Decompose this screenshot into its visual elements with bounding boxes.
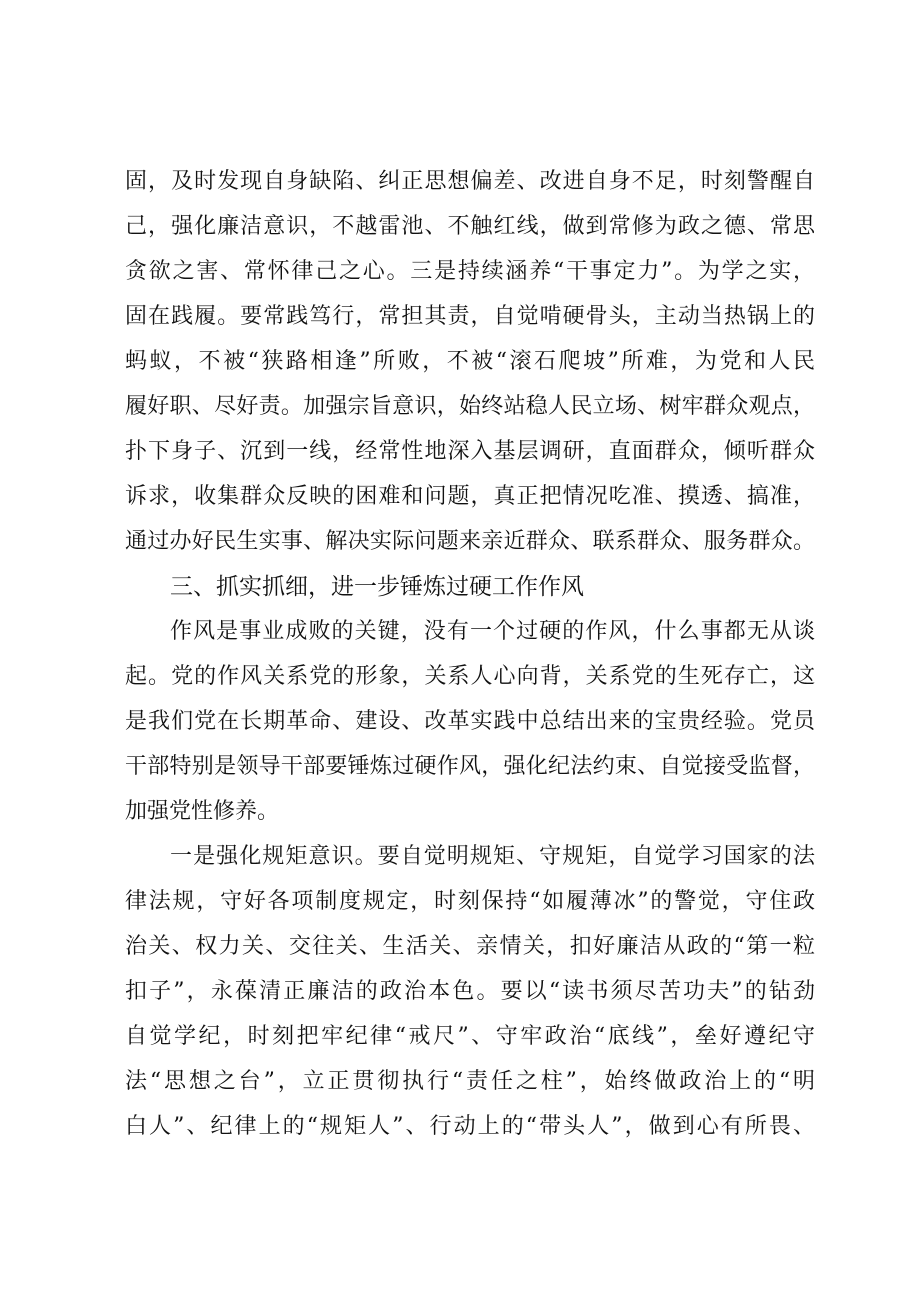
paragraph-1-line: 固在践履。要常践笃行，常担其责，自觉啃硬骨头，主动当热锅上的 [125,304,815,329]
paragraph-3-line: 法“思想之台”，立正贯彻执行“责任之柱”，始终做政治上的“明 [125,1069,815,1094]
paragraph-2-line: 干部特别是领导干部要锤炼过硬作风，强化纪法约束、自觉接受监督， [125,754,815,779]
paragraph-1-line: 履好职、尽好责。加强宗旨意识，始终站稳人民立场、树牢群众观点， [125,394,815,419]
paragraph-3-line: 白人”、纪律上的“规矩人”、行动上的“带头人”，做到心有所畏、 [125,1114,815,1139]
paragraph-1-line: 扑下身子、沉到一线，经常性地深入基层调研，直面群众，倾听群众 [125,439,815,464]
paragraph-3-line: 一是强化规矩意识。要自觉明规矩、守规矩，自觉学习国家的法 [170,844,815,869]
paragraph-2-line: 作风是事业成败的关键，没有一个过硬的作风，什么事都无从谈 [170,619,815,644]
paragraph-1-line: 通过办好民生实事、解决实际问题来亲近群众、联系群众、服务群众。 [125,529,815,554]
paragraph-3-line: 扣子”，永葆清正廉洁的政治本色。要以“读书须尽苦功夫”的钻劲 [125,979,815,1004]
paragraph-2-line: 起。党的作风关系党的形象，关系人心向背，关系党的生死存亡，这 [125,664,815,689]
section-heading: 三、抓实抓细，进一步锤炼过硬工作作风 [170,574,584,600]
paragraph-1-line: 己，强化廉洁意识，不越雷池、不触红线，做到常修为政之德、常思 [125,214,815,239]
paragraph-2-line: 加强党性修养。 [125,799,280,824]
paragraph-3-line: 自觉学纪，时刻把牢纪律“戒尺”、守牢政治“底线”，垒好遵纪守 [125,1024,815,1049]
paragraph-1-line: 固，及时发现自身缺陷、纠正思想偏差、改进自身不足，时刻警醒自 [125,169,815,194]
paragraph-1-line: 诉求，收集群众反映的困难和问题，真正把情况吃准、摸透、搞准， [125,484,815,509]
paragraph-3-line: 治关、权力关、交往关、生活关、亲情关，扣好廉洁从政的“第一粒 [125,934,815,959]
paragraph-3-line: 律法规，守好各项制度规定，时刻保持“如履薄冰”的警觉，守住政 [125,889,815,914]
paragraph-1-line: 蚂蚁，不被“狭路相逢”所败，不被“滚石爬坡”所难，为党和人民 [125,349,815,374]
paragraph-2-line: 是我们党在长期革命、建设、改革实践中总结出来的宝贵经验。党员 [125,709,815,734]
paragraph-1-line: 贪欲之害、常怀律己之心。三是持续涵养“干事定力”。为学之实， [125,259,815,284]
